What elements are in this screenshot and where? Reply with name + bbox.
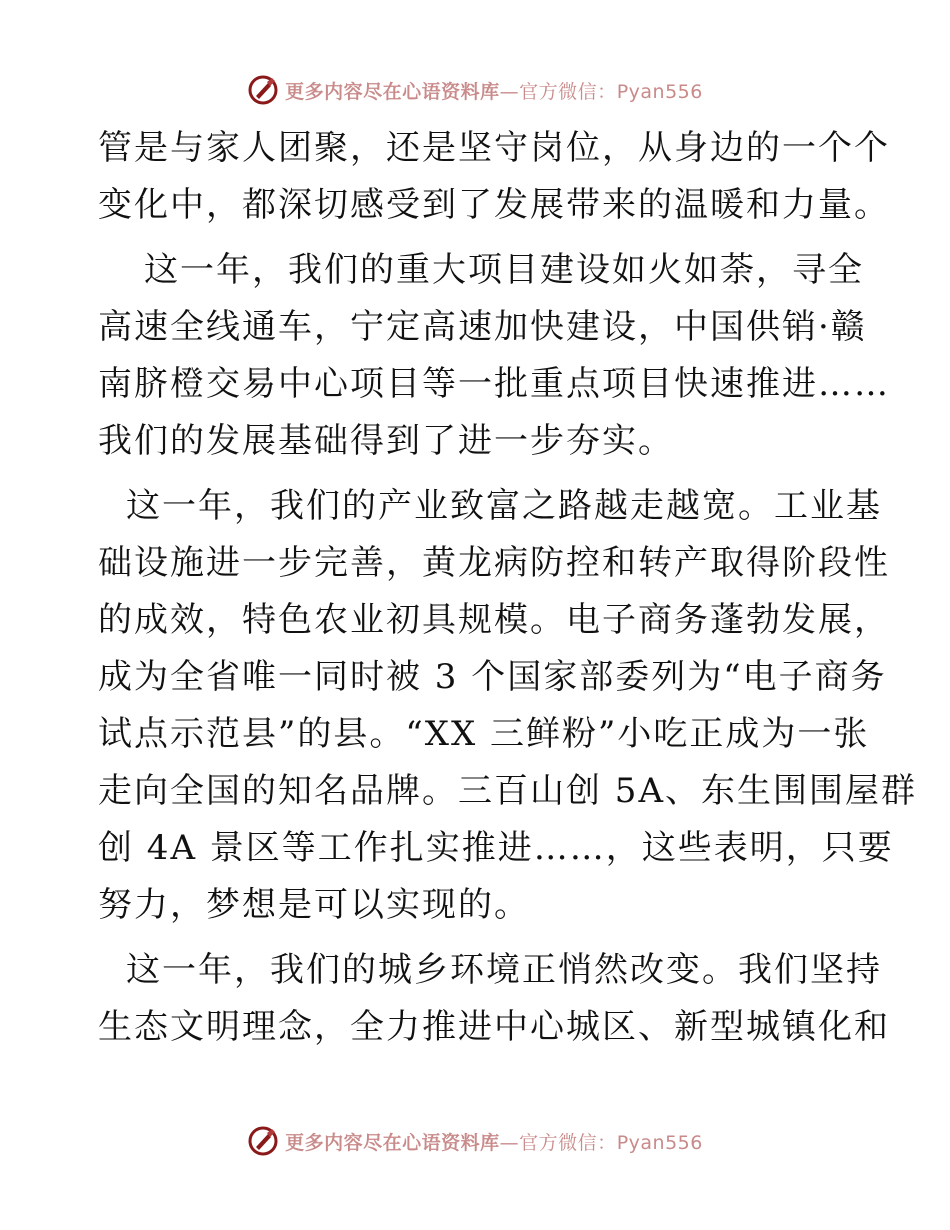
text-line: 南脐橙交易中心项目等一批重点项目快速推进…… — [98, 364, 890, 404]
watermark-wechat-label: 官方微信： — [519, 80, 617, 103]
watermark-site-name: 更多内容尽在心语资料库 — [285, 80, 500, 103]
watermark-site-name: 更多内容尽在心语资料库 — [285, 1131, 500, 1154]
watermark-dash: — — [499, 80, 520, 103]
watermark-wechat-label: 官方微信： — [519, 1131, 617, 1154]
logo-icon — [247, 1125, 279, 1157]
text-line: 生态文明理念，全力推进中心城区、新型城镇化和 — [98, 1007, 890, 1047]
text-line: 成为全省唯一同时被 3 个国家部委列为“电子商务 — [98, 657, 887, 697]
text-line: 的成效，特色农业初具规模。电子商务蓬勃发展， — [98, 600, 890, 640]
text-line: 努力，梦想是可以实现的。 — [98, 885, 530, 925]
text-line: 变化中，都深切感受到了发展带来的温暖和力量。 — [98, 185, 890, 225]
text-line: 高速全线通车，宁定高速加快建设，中国供销·赣 — [98, 307, 867, 347]
paragraph-4 — [98, 942, 890, 1056]
text-line: 走向全国的知名品牌。三百山创 5A、东生围围屋群 — [98, 771, 917, 811]
paragraph-2 — [98, 242, 890, 470]
paragraph-1 — [98, 120, 890, 234]
text-line: 试点示范县”的县。“XX 三鲜粉”小吃正成为一张 — [98, 714, 870, 754]
logo-icon — [247, 74, 279, 106]
header-watermark — [0, 70, 950, 110]
text-line: 这一年，我们的重大项目建设如火如荼，寻全 — [144, 250, 864, 290]
watermark-wechat-id: Pyan556 — [616, 1131, 703, 1154]
watermark-dash: — — [499, 1131, 520, 1154]
text-line: 管是与家人团聚，还是坚守岗位，从身边的一个个 — [98, 128, 890, 168]
text-line: 创 4A 景区等工作扎实推进……，这些表明，只要 — [98, 828, 894, 868]
paragraph-3 — [98, 478, 917, 934]
document-body — [98, 120, 917, 1056]
watermark-wechat-id: Pyan556 — [616, 80, 703, 103]
text-line: 我们的发展基础得到了进一步夯实。 — [98, 421, 674, 461]
text-line: 这一年，我们的城乡环境正悄然改变。我们坚持 — [126, 950, 882, 990]
footer-watermark — [0, 1121, 950, 1161]
text-line: 这一年，我们的产业致富之路越走越宽。工业基 — [126, 486, 882, 526]
text-line: 础设施进一步完善，黄龙病防控和转产取得阶段性 — [98, 543, 890, 583]
